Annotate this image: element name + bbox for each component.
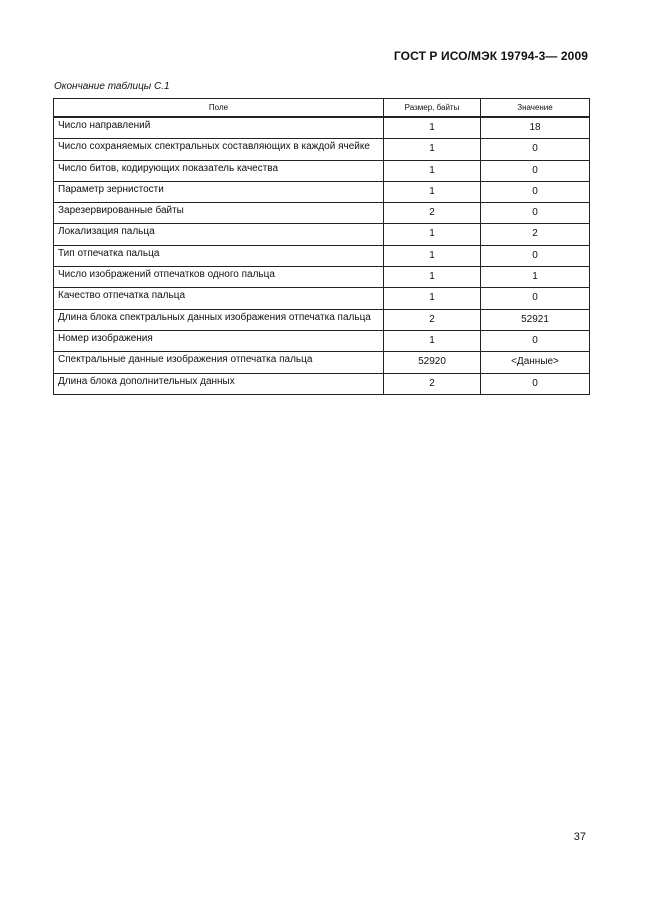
cell-value: 0 <box>481 160 590 181</box>
cell-size: 1 <box>384 267 481 288</box>
cell-size: 2 <box>384 309 481 330</box>
cell-field: Число изображений отпечатков одного пальца <box>54 267 384 288</box>
cell-field: Длина блока дополнительных данных <box>54 373 384 394</box>
cell-value: 0 <box>481 139 590 160</box>
table-row <box>54 160 590 181</box>
table-row <box>54 245 590 266</box>
cell-value: 0 <box>481 288 590 309</box>
document-standard-header: ГОСТ Р ИСО/МЭК 19794-3— 2009 <box>393 49 588 63</box>
cell-field: Число битов, кодирующих показатель качества <box>54 160 384 181</box>
table-row <box>54 139 590 160</box>
page-number: 37 <box>573 831 586 843</box>
table-row <box>54 267 590 288</box>
cell-size: 2 <box>384 373 481 394</box>
column-header-value: Значение <box>481 99 590 118</box>
cell-field: Качество отпечатка пальца <box>54 288 384 309</box>
cell-field: Число сохраняемых спектральных составляющих в каждой ячейке <box>54 139 384 160</box>
cell-value: 0 <box>481 203 590 224</box>
cell-value: 0 <box>481 373 590 394</box>
cell-field: Параметр зернистости <box>54 181 384 202</box>
cell-field: Зарезервированные байты <box>54 203 384 224</box>
cell-size: 1 <box>384 288 481 309</box>
cell-value: <Данные> <box>481 352 590 373</box>
data-table <box>53 98 590 395</box>
table-row <box>54 117 590 139</box>
table-row <box>54 203 590 224</box>
cell-size: 1 <box>384 160 481 181</box>
table-row <box>54 309 590 330</box>
table-row <box>54 224 590 245</box>
cell-size: 1 <box>384 245 481 266</box>
cell-field: Номер изображения <box>54 330 384 351</box>
table-row <box>54 352 590 373</box>
table-row <box>54 330 590 351</box>
cell-field: Спектральные данные изображения отпечатка пальца <box>54 352 384 373</box>
table-row <box>54 373 590 394</box>
cell-size: 1 <box>384 139 481 160</box>
cell-field: Тип отпечатка пальца <box>54 245 384 266</box>
column-header-field: Поле <box>54 99 384 118</box>
cell-value: 18 <box>481 117 590 139</box>
cell-field: Локализация пальца <box>54 224 384 245</box>
table-caption: Окончание таблицы С.1 <box>54 81 170 92</box>
cell-size: 52920 <box>384 352 481 373</box>
cell-value: 0 <box>481 181 590 202</box>
cell-size: 2 <box>384 203 481 224</box>
cell-size: 1 <box>384 117 481 139</box>
cell-size: 1 <box>384 181 481 202</box>
cell-size: 1 <box>384 330 481 351</box>
cell-value: 2 <box>481 224 590 245</box>
cell-field: Число направлений <box>54 117 384 139</box>
cell-value: 1 <box>481 267 590 288</box>
cell-value: 0 <box>481 245 590 266</box>
cell-size: 1 <box>384 224 481 245</box>
table-header-row <box>54 99 590 118</box>
table-row <box>54 288 590 309</box>
cell-value: 52921 <box>481 309 590 330</box>
cell-field: Длина блока спектральных данных изображения отпечатка пальца <box>54 309 384 330</box>
table-row <box>54 181 590 202</box>
cell-value: 0 <box>481 330 590 351</box>
column-header-size: Размер, байты <box>384 99 481 118</box>
